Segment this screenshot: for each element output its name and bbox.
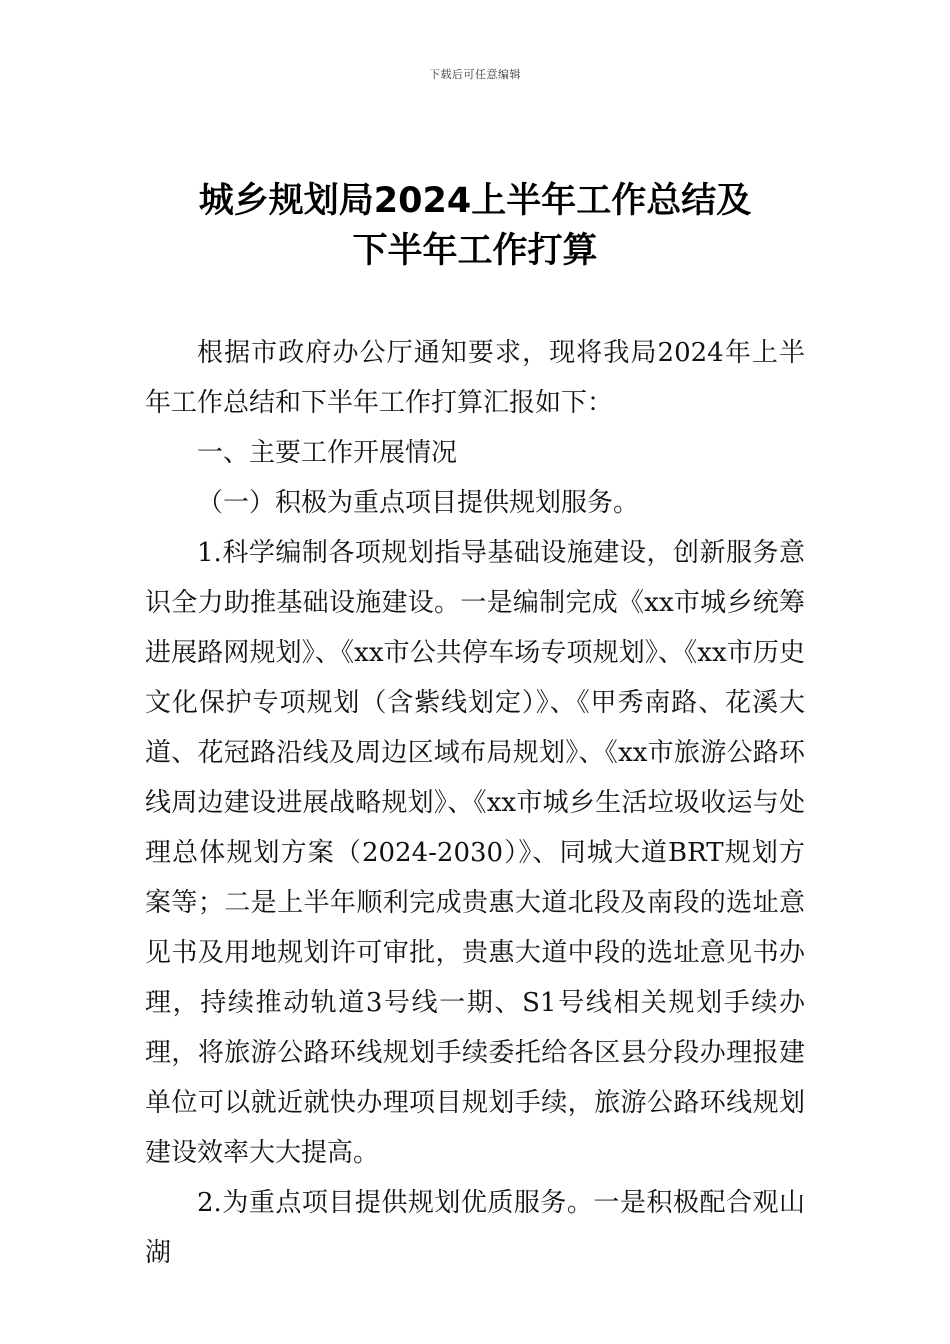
title-line-2: 下半年工作打算 bbox=[352, 231, 598, 271]
subsection-heading: （一）积极为重点项目提供规划服务。 bbox=[197, 488, 640, 518]
document-body bbox=[145, 328, 805, 1278]
section-heading: 一、主要工作开展情况 bbox=[197, 438, 458, 468]
body-paragraph-1: 1.科学编制各项规划指导基础设施建设，创新服务意识全力助推基础设施建设。一是编制完成《xx市城乡统筹进展路网规划》、《xx市公共停车场专项规划》、《xx市历史文化保护专项规划（含紫线划定）》、《甲秀南路、花溪大道、花冠路沿线及周边区域布局规划》、《xx市旅游公路环线周边建设进展战略规划》、《xx市城乡生活垃圾收运与处理总体规划方案（2024-2030）》、同城大道BRT规划方案等；二是上半年顺利完成贵惠大道北段及南段的选址意见书及用地规划许可审批，贵惠大道中段的选址意见书办理，持续推动轨道3号线一期、S1号线相关规划手续办理，将旅游公路环线规划手续委托给各区县分段办理报建单位可以就近就快办理项目规划手续，旅游公路环线规划建设效率大大提高。 bbox=[145, 538, 805, 1168]
body-paragraph-2: 2.为重点项目提供规划优质服务。一是积极配合观山湖 bbox=[145, 1188, 805, 1268]
document-title bbox=[120, 176, 830, 276]
intro-paragraph: 根据市政府办公厅通知要求，现将我局2024年上半年工作总结和下半年工作打算汇报如下： bbox=[145, 338, 805, 418]
header-note: 下载后可任意编辑 bbox=[429, 68, 521, 81]
title-line-1: 城乡规划局2024上半年工作总结及 bbox=[198, 181, 752, 221]
